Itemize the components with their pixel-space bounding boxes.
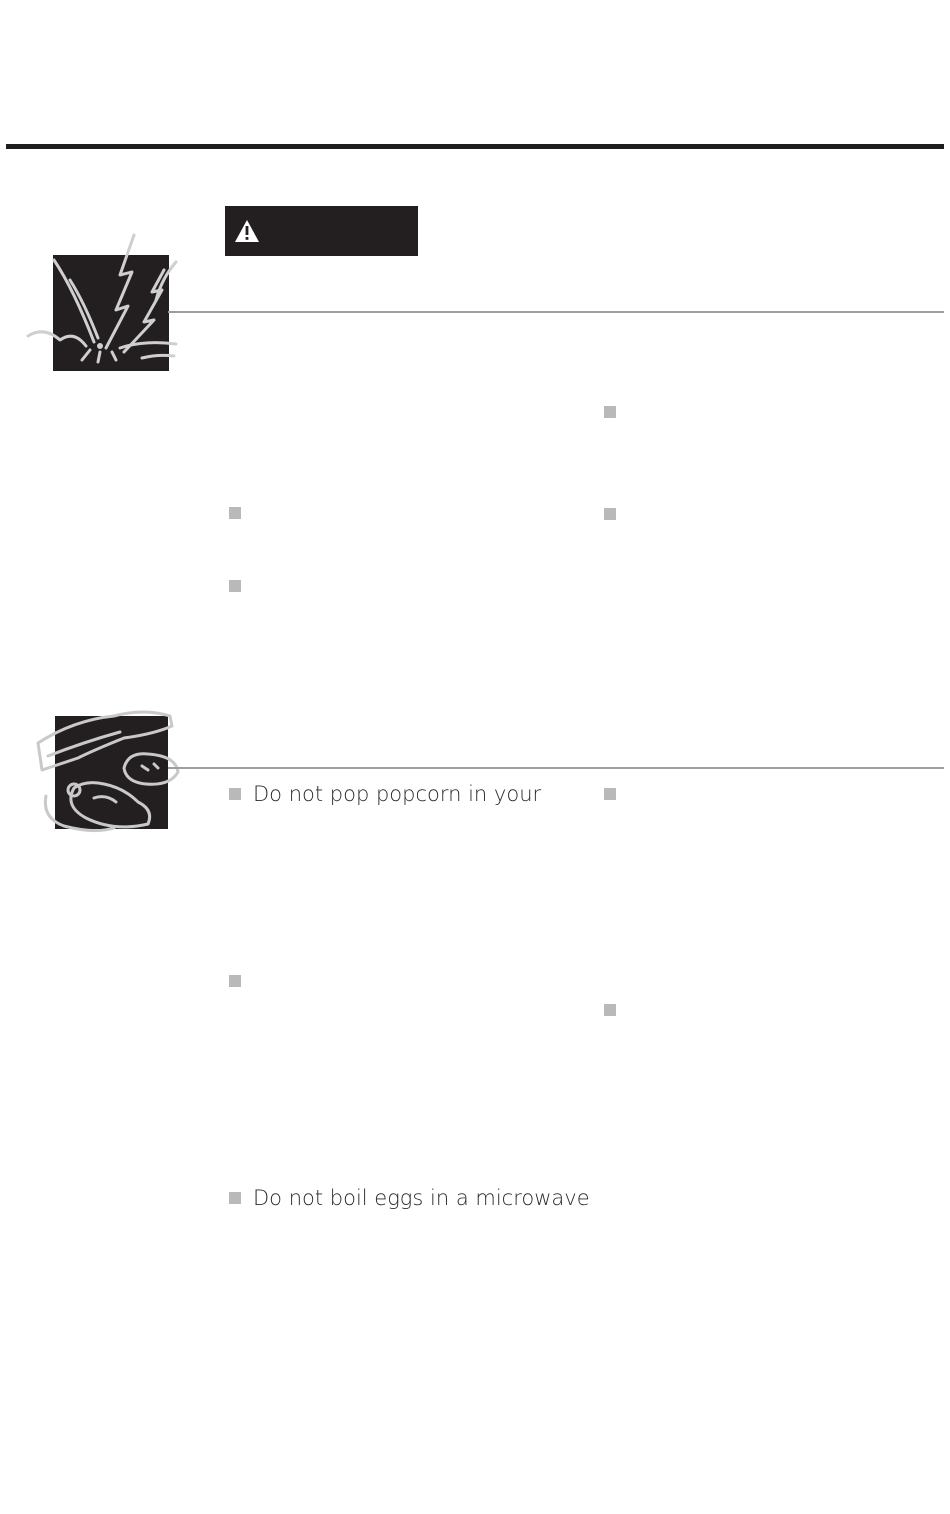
warning-triangle-icon: [234, 219, 260, 243]
warning-badge: [225, 206, 418, 256]
bullet-marker: [229, 975, 241, 987]
sparks-illustration: [24, 230, 184, 375]
bullet-text-popcorn: Do not pop popcorn in your: [253, 782, 542, 806]
section-rule-2: [168, 767, 944, 769]
bullet-marker: [229, 507, 241, 519]
bullet-marker: [604, 508, 616, 520]
bullet-marker: [229, 580, 241, 592]
bullet-marker: [604, 406, 616, 418]
bullet-marker: [229, 788, 241, 800]
bullet-marker: [604, 788, 616, 800]
bullet-marker: [229, 1192, 241, 1204]
bullet-text-eggs: Do not boil eggs in a microwave: [253, 1186, 590, 1210]
section-rule-1: [168, 311, 944, 313]
bullet-marker: [604, 1004, 616, 1016]
top-rule: [6, 144, 944, 149]
food-illustration: [34, 698, 184, 833]
